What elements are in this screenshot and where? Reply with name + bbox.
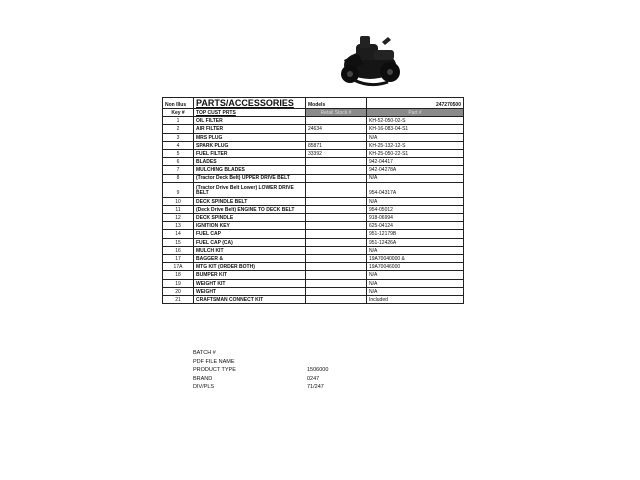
table-row: [163, 182, 464, 197]
table-row: [163, 174, 464, 182]
description-cell: AIR FILTER: [194, 125, 306, 133]
table-row: [163, 295, 464, 303]
part-number-cell: KH-16-083-04-S1: [367, 125, 464, 133]
part-number-cell: KH-25-132-12-S: [367, 141, 464, 149]
key-cell: 12: [163, 214, 194, 222]
retail-stock-cell: [306, 133, 367, 141]
div-pls-value: 71/247: [307, 384, 324, 390]
retail-stock-cell: [306, 287, 367, 295]
meta-row-product-type: [193, 366, 329, 375]
key-cell: 3: [163, 133, 194, 141]
description-cell: MTG KIT (ORDER BOTH): [194, 263, 306, 271]
retail-stock-cell: [306, 295, 367, 303]
key-cell: 20: [163, 287, 194, 295]
retail-stock-cell: [306, 238, 367, 246]
table-row: [163, 230, 464, 238]
key-cell: 16: [163, 246, 194, 254]
description-cell: MULCHING BLADES: [194, 166, 306, 174]
part-number-cell: 954-05012: [367, 205, 464, 213]
key-cell: 5: [163, 149, 194, 157]
description-cell: DECK SPINDLE BELT: [194, 197, 306, 205]
key-cell: 11: [163, 205, 194, 213]
retail-stock-cell: [306, 230, 367, 238]
retail-stock-cell: [306, 166, 367, 174]
retail-stock-cell: [306, 182, 367, 197]
table-header-row: [163, 98, 464, 109]
table-row: [163, 271, 464, 279]
key-column-header: Key #: [163, 109, 194, 117]
description-cell: WEIGHT KIT: [194, 279, 306, 287]
table-row: [163, 149, 464, 157]
batch-label: BATCH #: [193, 350, 216, 356]
riding-mower-photo: [334, 30, 406, 90]
part-number-cell: 19A70040000 &: [367, 255, 464, 263]
key-cell: 21: [163, 295, 194, 303]
description-cell: OIL FILTER: [194, 117, 306, 125]
key-cell: 7: [163, 166, 194, 174]
retail-stock-cell: [306, 246, 367, 254]
key-cell: 15: [163, 238, 194, 246]
part-number-cell: N/A: [367, 279, 464, 287]
part-number-cell: KH-52-050-02-S: [367, 117, 464, 125]
table-row: [163, 133, 464, 141]
retail-stock-cell: [306, 255, 367, 263]
table-row: [163, 214, 464, 222]
part-number-cell: 918-06994: [367, 214, 464, 222]
part-number-cell: N/A: [367, 197, 464, 205]
table-row: [163, 117, 464, 125]
part-number-cell: Included: [367, 295, 464, 303]
description-cell: WEIGHT: [194, 287, 306, 295]
retail-stock-cell: [306, 214, 367, 222]
model-number: 247270500: [367, 98, 464, 109]
key-cell: 8: [163, 174, 194, 182]
description-cell: DECK SPINDLE: [194, 214, 306, 222]
retail-stock-cell: [306, 279, 367, 287]
part-number-cell: N/A: [367, 174, 464, 182]
table-row: [163, 222, 464, 230]
retail-stock-cell: [306, 271, 367, 279]
description-cell: (Tractor Deck Belt) UPPER DRIVE BELT: [194, 174, 306, 182]
retail-stock-header: Retail Stock #: [306, 109, 367, 117]
product-type-value: 1506000: [307, 367, 329, 373]
table-row: [163, 166, 464, 174]
meta-row-brand: [193, 375, 320, 384]
table-row: [163, 287, 464, 295]
part-number-cell: N/A: [367, 287, 464, 295]
retail-stock-cell: 24634: [306, 125, 367, 133]
retail-stock-cell: [306, 174, 367, 182]
key-cell: 2: [163, 125, 194, 133]
part-number-cell: N/A: [367, 271, 464, 279]
non-illus-label: Non Illus: [163, 98, 194, 109]
part-number-cell: 951-12426A: [367, 238, 464, 246]
key-cell: 9: [163, 182, 194, 197]
description-cell: SPARK PLUG: [194, 141, 306, 149]
key-cell: 18: [163, 271, 194, 279]
key-cell: 17A: [163, 263, 194, 271]
table-row: [163, 263, 464, 271]
retail-stock-cell: [306, 205, 367, 213]
description-cell: BUMPER KIT: [194, 271, 306, 279]
product-type-label: PRODUCT TYPE: [193, 367, 236, 373]
top-cust-header: TOP CUST PRTS: [194, 109, 306, 117]
part-number-cell: N/A: [367, 246, 464, 254]
table-row: [163, 246, 464, 254]
part-number-cell: 19A70046000: [367, 263, 464, 271]
retail-stock-cell: [306, 117, 367, 125]
description-cell: FUEL CAP (CA): [194, 238, 306, 246]
description-cell: (Deck Drive Belt) ENGINE TO DECK BELT: [194, 205, 306, 213]
table-row: [163, 141, 464, 149]
description-cell: BLADES: [194, 158, 306, 166]
description-cell: CRAFTSMAN CONNECT KIT: [194, 295, 306, 303]
product-info-block: [193, 349, 329, 392]
retail-stock-cell: [306, 197, 367, 205]
part-number-cell: 942-04278A: [367, 166, 464, 174]
part-number-cell: 942-04417: [367, 158, 464, 166]
table-row: [163, 238, 464, 246]
description-cell: BAGGER &: [194, 255, 306, 263]
div-pls-label: DIV/PLS: [193, 384, 215, 390]
part-number-header: Part #: [367, 109, 464, 117]
description-cell: MULCH KIT: [194, 246, 306, 254]
description-cell: FUEL FILTER: [194, 149, 306, 157]
retail-stock-cell: 85871: [306, 141, 367, 149]
page-title: PARTS/ACCESSORIES: [194, 98, 306, 109]
table-row: [163, 279, 464, 287]
table-row: [163, 125, 464, 133]
retail-stock-cell: [306, 158, 367, 166]
description-cell: IGNITION KEY: [194, 222, 306, 230]
retail-stock-cell: 33392: [306, 149, 367, 157]
key-cell: 14: [163, 230, 194, 238]
part-number-cell: 954-04317A: [367, 182, 464, 197]
table-row: [163, 197, 464, 205]
brand-value: 0247: [307, 375, 320, 382]
part-number-cell: 951-12179B: [367, 230, 464, 238]
description-cell: (Tractor Drive Belt Lower) LOWER DRIVE BELT: [194, 182, 306, 197]
meta-row-batch: [193, 349, 236, 358]
key-cell: 4: [163, 141, 194, 149]
part-number-cell: N/A: [367, 133, 464, 141]
table-row: [163, 255, 464, 263]
retail-stock-cell: [306, 222, 367, 230]
part-number-cell: KH-25-050-22-S1: [367, 149, 464, 157]
part-number-cell: 625-04124: [367, 222, 464, 230]
table-row: [163, 205, 464, 213]
models-label: Models: [306, 98, 367, 109]
meta-row-div-pls: [193, 383, 324, 392]
key-cell: 6: [163, 158, 194, 166]
brand-label: BRAND: [193, 375, 213, 382]
pdf-file-name-label: PDF FILE NAME: [193, 358, 235, 365]
meta-row-pdf-file-name: [193, 358, 236, 367]
key-cell: 17: [163, 255, 194, 263]
key-cell: 1: [163, 117, 194, 125]
key-cell: 10: [163, 197, 194, 205]
key-cell: 13: [163, 222, 194, 230]
parts-table: [162, 97, 464, 304]
table-row: [163, 158, 464, 166]
description-cell: FUEL CAP: [194, 230, 306, 238]
description-cell: MRS PLUG: [194, 133, 306, 141]
retail-stock-cell: [306, 263, 367, 271]
key-cell: 19: [163, 279, 194, 287]
column-header-row: [163, 109, 464, 117]
